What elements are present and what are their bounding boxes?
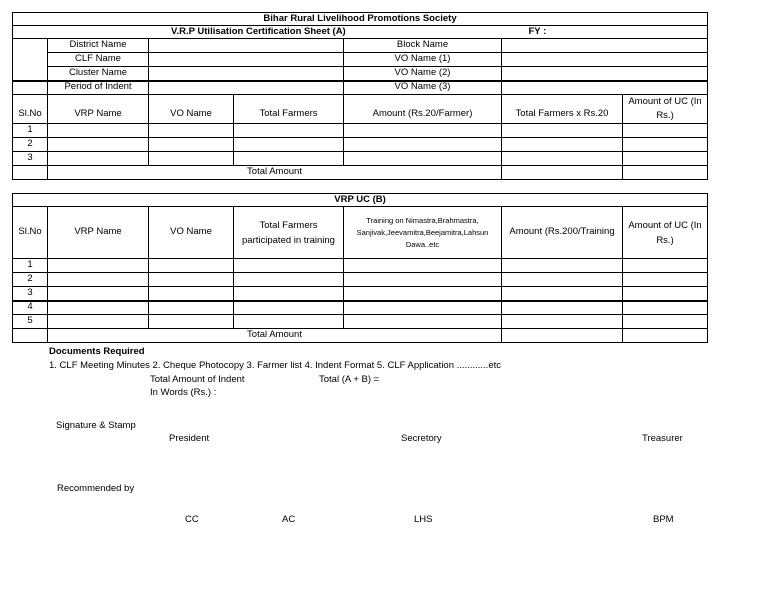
table-row (13, 315, 708, 329)
col-header-vrp-name: VRP Name (48, 95, 149, 124)
row-number: 2 (13, 273, 48, 287)
total-a-plus-b-label: Total (A + B) = (319, 374, 380, 385)
col-header-total-farmers: Total Farmers (234, 95, 344, 124)
clf-name-label: CLF Name (48, 53, 149, 67)
district-name-field[interactable] (149, 39, 344, 53)
signatory-treasurer: Treasurer (642, 433, 683, 444)
vo-name-3-field[interactable] (502, 81, 708, 95)
vo-name-2-label: VO Name (2) (344, 67, 502, 81)
table-row (13, 124, 708, 138)
documents-required-heading: Documents Required (49, 346, 145, 357)
in-words-label: In Words (Rs.) : (150, 387, 217, 398)
info-spacer (13, 39, 48, 53)
col-header-farmers-participated: Total Farmers participated in training (234, 207, 344, 259)
col-header-amount-per-training: Amount (Rs.200/Training (502, 207, 623, 259)
recommender-lhs: LHS (414, 514, 433, 525)
recommender-ac: AC (282, 514, 296, 525)
signatory-president: President (169, 433, 210, 444)
fy-label: FY : (502, 26, 708, 39)
col-header-amount-of-uc: Amount of UC (In Rs.) (623, 95, 708, 124)
row-number: 1 (13, 259, 48, 273)
table-row (13, 138, 708, 152)
row-number: 2 (13, 138, 48, 152)
vo-name-3-label: VO Name (3) (344, 81, 502, 95)
col-header-total-farmers-x-rs20: Total Farmers x Rs.20 (502, 95, 623, 124)
vo-name-2-field[interactable] (502, 67, 708, 81)
table-row (13, 273, 708, 287)
table-row (13, 301, 708, 315)
col-header-vo-name: VO Name (149, 95, 234, 124)
col-header-training-topics: Training on Nimastra,Brahmastra, Sanjivak,Jeevamitra,Beejamitra,Lahsun Dawa..etc (344, 207, 502, 259)
col-header-amount-per-farmer: Amount (Rs.20/Farmer) (344, 95, 502, 124)
row-number: 5 (13, 315, 48, 329)
col-header-slno: Sl.No (13, 207, 48, 259)
signature-stamp-label: Signature & Stamp (56, 420, 136, 431)
period-of-indent-label: Period of Indent (48, 81, 149, 95)
row-number: 1 (13, 124, 48, 138)
recommender-cc: CC (185, 514, 199, 525)
col-header-slno: Sl.No (13, 95, 48, 124)
org-title: Bihar Rural Livelihood Promotions Society (13, 13, 708, 26)
cluster-name-field[interactable] (149, 67, 344, 81)
row-number: 4 (13, 301, 48, 315)
utilisation-sheet-a (12, 12, 708, 180)
total-amount-field[interactable] (502, 329, 623, 343)
total-amount-field[interactable] (502, 166, 623, 180)
info-spacer (13, 81, 48, 95)
sheet-b-title: VRP UC (B) (13, 194, 708, 207)
recommender-bpm: BPM (653, 514, 674, 525)
block-name-field[interactable] (502, 39, 708, 53)
total-amount-label: Total Amount (48, 166, 502, 180)
info-spacer (13, 67, 48, 81)
table-row (13, 259, 708, 273)
total-amount-of-indent-label: Total Amount of Indent (150, 374, 245, 385)
table-row (13, 287, 708, 301)
col-header-amount-of-uc: Amount of UC (In Rs.) (623, 207, 708, 259)
col-header-vrp-name: VRP Name (48, 207, 149, 259)
clf-name-field[interactable] (149, 53, 344, 67)
district-name-label: District Name (48, 39, 149, 53)
row-number: 3 (13, 152, 48, 166)
block-name-label: Block Name (344, 39, 502, 53)
row-number: 3 (13, 287, 48, 301)
documents-required-list: 1. CLF Meeting Minutes 2. Cheque Photocopy 3. Farmer list 4. Indent Format 5. CLF Application ............etc (49, 360, 501, 371)
total-amount-label: Total Amount (48, 329, 502, 343)
vrp-uc-sheet-b (12, 193, 708, 343)
period-of-indent-field[interactable] (149, 81, 344, 95)
signatory-secretory: Secretory (401, 433, 442, 444)
recommended-by-label: Recommended by (57, 483, 135, 494)
table-row (13, 152, 708, 166)
col-header-vo-name: VO Name (149, 207, 234, 259)
info-spacer (13, 53, 48, 67)
sheet-a-title: V.R.P Utilisation Certification Sheet (A) (13, 26, 502, 39)
vo-name-1-label: VO Name (1) (344, 53, 502, 67)
cluster-name-label: Cluster Name (48, 67, 149, 81)
vo-name-1-field[interactable] (502, 53, 708, 67)
